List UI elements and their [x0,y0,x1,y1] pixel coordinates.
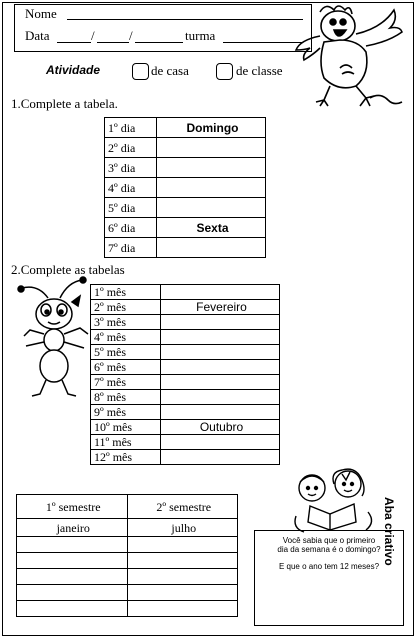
weekdays-table [104,117,266,258]
month-value-cell[interactable] [161,390,280,405]
info-line-3: E que o ano tem 12 meses? [278,562,380,571]
month-ordinal-cell: 9º mês [91,405,161,420]
day-ordinal-cell: 3º dia [105,158,157,178]
semesters-table [16,494,238,617]
nome-field[interactable] [67,19,303,20]
month-value-cell[interactable] [161,330,280,345]
semester-1-month-cell[interactable] [17,585,128,601]
data-label: Data [25,28,50,43]
semester-2-header: 2º semestre [127,495,238,519]
name-date-box [14,4,312,52]
month-ordinal-cell: 10º mês [91,420,161,435]
month-ordinal-cell: 12º mês [91,450,161,465]
month-value-cell[interactable]: Fevereiro [161,300,280,315]
section-1-title: 1.Complete a tabela. [11,96,118,111]
month-ordinal-cell: 8º mês [91,390,161,405]
month-value-cell[interactable] [161,405,280,420]
month-value-cell[interactable] [161,360,280,375]
month-ordinal-cell: 6º mês [91,360,161,375]
turma-label: turma [185,28,216,43]
data-day-field[interactable] [57,42,91,43]
semester-2-month-cell[interactable] [127,553,238,569]
month-value-cell[interactable] [161,345,280,360]
semester-2-month-cell[interactable] [127,585,238,601]
info-line-1: Você sabia que o primeiro [282,536,376,545]
month-ordinal-cell: 2º mês [91,300,161,315]
semester-1-month-cell[interactable] [17,553,128,569]
day-value-cell[interactable] [157,198,266,218]
ant-illustration [8,276,96,404]
semester-1-month-cell[interactable] [17,569,128,585]
de-classe-checkbox[interactable] [216,63,233,80]
month-ordinal-cell: 1º mês [91,285,161,300]
semester-1-month-cell[interactable] [17,601,128,617]
day-value-cell[interactable]: Sexta [157,218,266,238]
de-casa-label: de casa [151,63,189,78]
section-2-title: 2.Complete as tabelas [11,262,125,277]
kids-reading-illustration [284,466,384,536]
data-year-field[interactable] [135,42,183,43]
day-value-cell[interactable]: Domingo [157,118,266,138]
nome-label: Nome [25,6,57,21]
day-value-cell[interactable] [157,178,266,198]
month-ordinal-cell: 4º mês [91,330,161,345]
day-ordinal-cell: 5º dia [105,198,157,218]
day-value-cell[interactable] [157,238,266,258]
data-month-field[interactable] [97,42,129,43]
brand-logo-text: Aba criativo [382,497,396,566]
day-ordinal-cell: 1º dia [105,118,157,138]
de-classe-label: de classe [236,63,283,78]
day-ordinal-cell: 4º dia [105,178,157,198]
semester-1-header: 1º semestre [17,495,128,519]
semester-1-month-cell[interactable]: janeiro [17,519,128,537]
month-ordinal-cell: 7º mês [91,375,161,390]
day-value-cell[interactable] [157,138,266,158]
chicken-illustration [290,2,408,110]
data-slash-2: / [129,28,133,43]
month-value-cell[interactable] [161,435,280,450]
month-ordinal-cell: 5º mês [91,345,161,360]
month-value-cell[interactable] [161,375,280,390]
day-value-cell[interactable] [157,158,266,178]
semester-2-month-cell[interactable] [127,537,238,553]
month-value-cell[interactable]: Outubro [161,420,280,435]
semester-2-month-cell[interactable] [127,601,238,617]
data-slash-1: / [91,28,95,43]
day-ordinal-cell: 7º dia [105,238,157,258]
day-ordinal-cell: 2º dia [105,138,157,158]
day-ordinal-cell: 6º dia [105,218,157,238]
semester-1-month-cell[interactable] [17,537,128,553]
semester-2-month-cell[interactable] [127,569,238,585]
month-value-cell[interactable] [161,450,280,465]
month-value-cell[interactable] [161,315,280,330]
atividade-label: Atividade [46,63,101,77]
months-table [90,284,280,465]
month-value-cell[interactable] [161,285,280,300]
info-line-2: dia da semana é o domingo? [277,545,381,554]
de-casa-checkbox[interactable] [132,63,149,80]
semester-2-month-cell[interactable]: julho [127,519,238,537]
month-ordinal-cell: 3º mês [91,315,161,330]
month-ordinal-cell: 11º mês [91,435,161,450]
